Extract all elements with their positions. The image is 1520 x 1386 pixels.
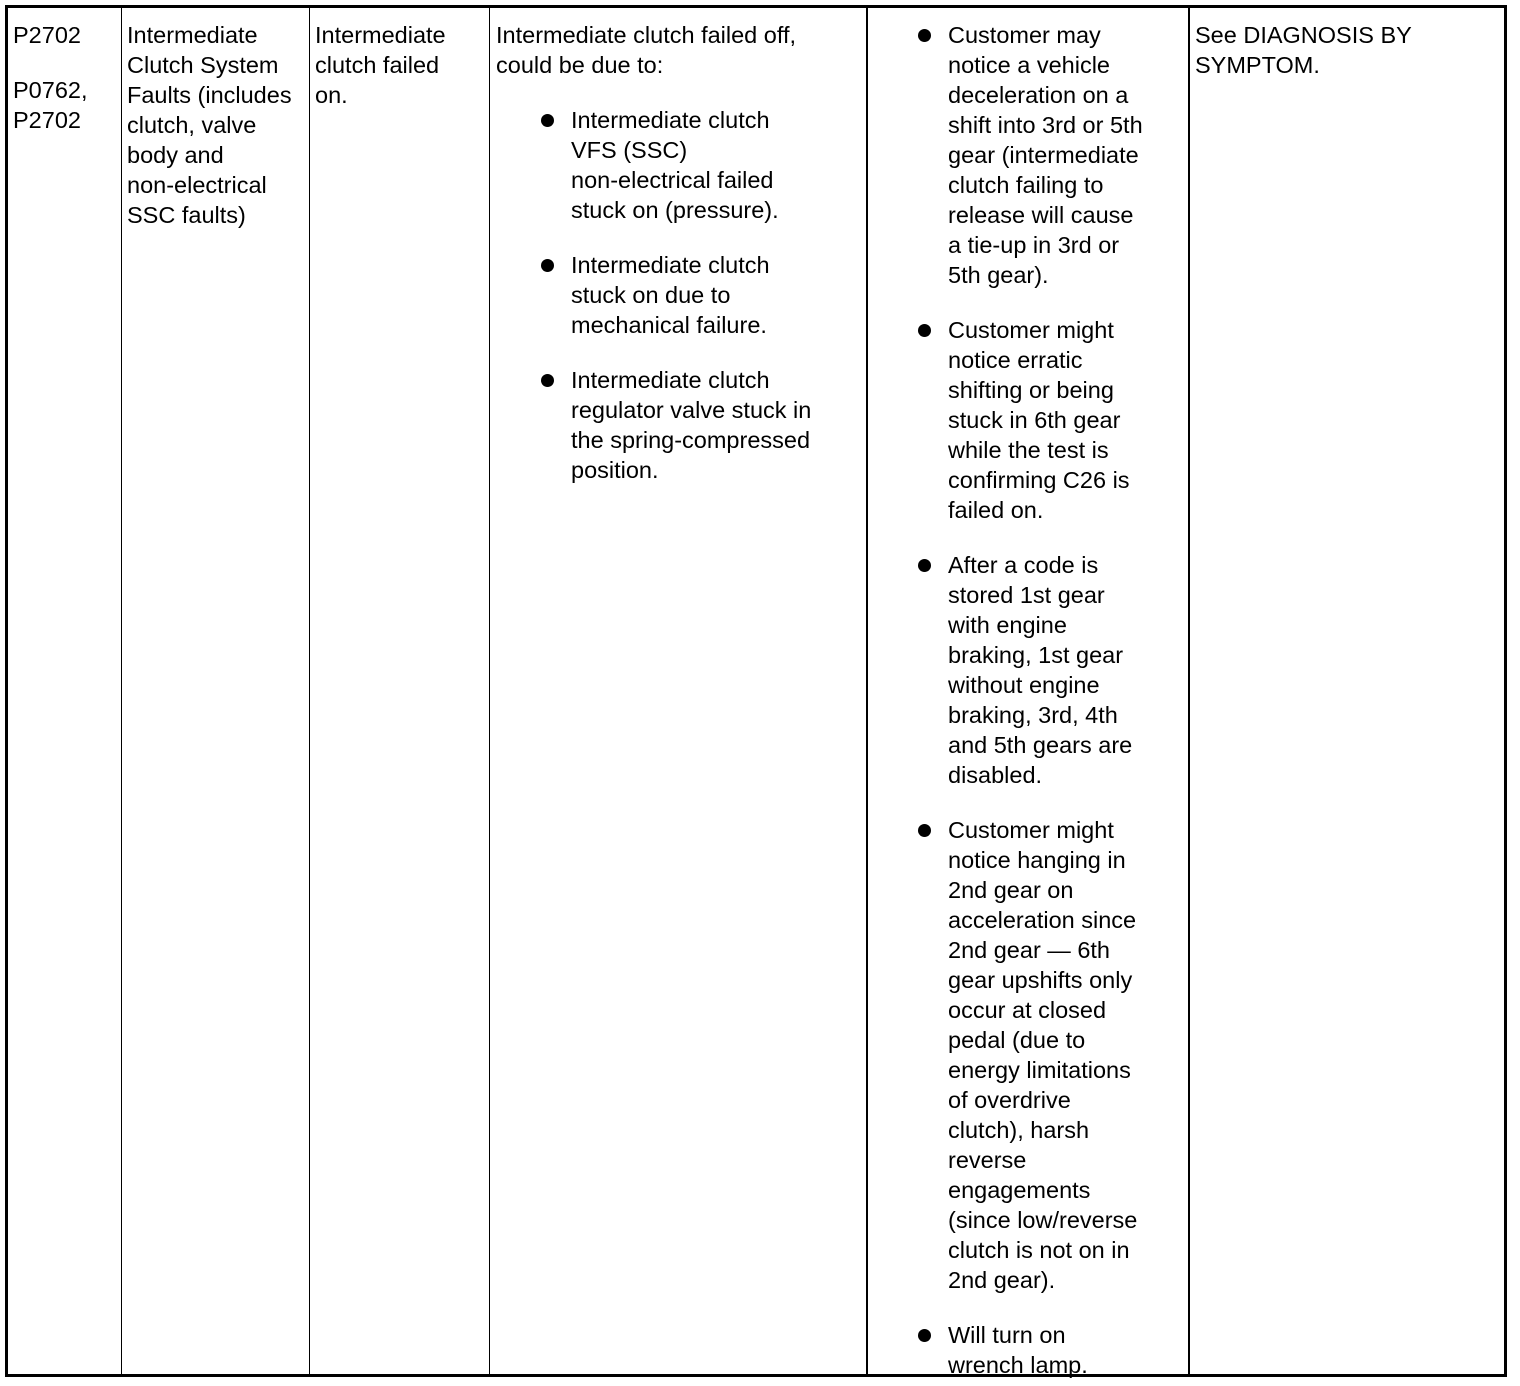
fault-condition: Intermediate clutch failed on.	[315, 22, 446, 108]
action-text: See DIAGNOSIS BY SYMPTOM.	[1195, 22, 1412, 78]
bullet-icon	[918, 824, 931, 837]
list-item	[868, 20, 1188, 290]
symptoms-cell	[866, 8, 1188, 1378]
bullet-icon	[541, 374, 554, 387]
bullet-icon	[918, 324, 931, 337]
list-item	[496, 105, 866, 225]
list-item	[868, 315, 1188, 525]
cause-text: Intermediate clutch stuck on due to mechanical failure.	[571, 252, 770, 338]
cause-text: Intermediate clutch VFS (SSC) non-electrical failed stuck on (pressure).	[571, 107, 779, 223]
symptom-text: After a code is stored 1st gear with engine braking, 1st gear without engine braking, 3rd, 4th and 5th gears are disabled.	[948, 552, 1133, 788]
causes-cell	[489, 8, 866, 1374]
symptom-text: Customer might notice erratic shifting or being stuck in 6th gear while the test is confirming C26 is failed on.	[948, 317, 1130, 523]
list-item	[868, 550, 1188, 790]
fault-description: Intermediate Clutch System Faults (includes clutch, valve body and non-electrical SSC faults)	[127, 22, 292, 228]
symptom-text: Customer might notice hanging in 2nd gear on acceleration since 2nd gear — 6th gear upshifts only occur at closed pedal (due to energy limitations of overdrive clutch), harsh reverse engagements (since low/reverse clutch is not on in 2nd gear).	[948, 817, 1138, 1293]
bullet-icon	[541, 114, 554, 127]
symptom-text: Customer may notice a vehicle deceleration on a shift into 3rd or 5th gear (intermediate clutch failing to release will cause a tie-up in 3rd or 5th gear).	[948, 22, 1143, 288]
bullet-icon	[918, 559, 931, 572]
causes-intro: Intermediate clutch failed off, could be due to:	[496, 22, 797, 78]
cause-text: Intermediate clutch regulator valve stuck in the spring-compressed position.	[571, 367, 812, 483]
dtc-code: P0762, P2702	[13, 77, 88, 133]
dtc-table-row	[5, 5, 1507, 1377]
description-cell	[121, 8, 309, 1374]
symptoms-list	[868, 20, 1188, 1380]
list-item	[868, 815, 1188, 1295]
list-item	[496, 365, 866, 485]
bullet-icon	[918, 29, 931, 42]
causes-list	[496, 105, 866, 485]
bullet-icon	[918, 1329, 931, 1342]
list-item	[868, 1320, 1188, 1380]
bullet-icon	[541, 259, 554, 272]
dtc-codes-cell	[8, 8, 121, 1374]
list-item	[496, 250, 866, 340]
action-cell	[1188, 8, 1504, 1374]
symptom-text: Will turn on wrench lamp.	[948, 1322, 1088, 1378]
condition-cell	[309, 8, 489, 1374]
dtc-code: P2702	[13, 22, 81, 48]
